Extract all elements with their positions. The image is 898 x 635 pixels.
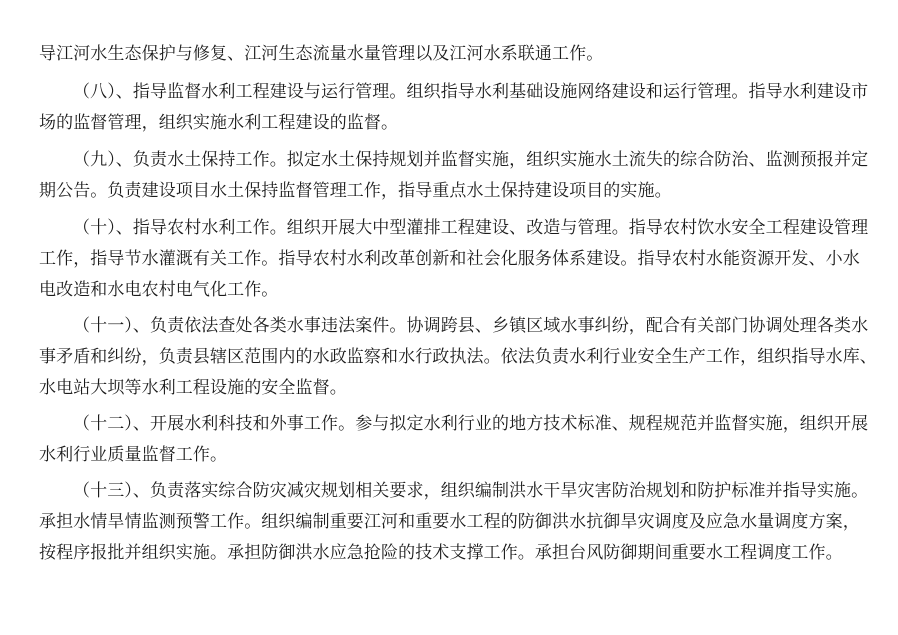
- paragraph-12-line-2: 水利行业质量监督工作。: [39, 445, 228, 465]
- paragraph-8-line-2: 场的监督管理，组织实施水利工程建设的监督。: [39, 113, 399, 133]
- paragraph-11-line-1: （十一）、负责依法查处各类水事违法案件。协调跨县、乡镇区域水事纠纷，配合有关部门协调处理各类水: [73, 316, 869, 336]
- paragraph-10-line-3: 电改造和水电农村电气化工作。: [39, 280, 279, 300]
- paragraph-8-line-1: （八）、指导监督水利工程建设与运行管理。组织指导水利基础设施网络建设和运行管理。指导水利建设市: [73, 82, 869, 102]
- paragraph-13-line-2: 承担水情旱情监测预警工作。组织编制重要江河和重要水工程的防御洪水抗御旱灾调度及应急水量调度方案，: [39, 512, 860, 532]
- paragraph-11-line-2: 事矛盾和纠纷，负责县辖区范围内的水政监察和水行政执法。依法负责水利行业安全生产工作，组织指导水库、: [39, 347, 877, 367]
- paragraph-13-line-1: （十三）、负责落实综合防灾减灾规划相关要求，组织编制洪水干旱灾害防治规划和防护标准并指导实施。: [73, 481, 869, 501]
- paragraph-11-line-3: 水电站大坝等水利工程设施的安全监督。: [39, 378, 347, 398]
- paragraph-9-line-2: 期公告。负责建设项目水土保持监督管理工作，指导重点水土保持建设项目的实施。: [39, 181, 672, 201]
- paragraph-9-line-1: （九）、负责水土保持工作。拟定水土保持规划并监督实施，组织实施水土流失的综合防治、监测预报并定: [73, 150, 869, 170]
- paragraph-12-line-1: （十二）、开展水利科技和外事工作。参与拟定水利行业的地方技术标准、规程规范并监督实施，组织开展: [73, 414, 869, 434]
- paragraph-13-line-3: 按程序报批并组织实施。承担防御洪水应急抢险的技术支撑工作。承担台风防御期间重要水工程调度工作。: [39, 543, 843, 563]
- paragraph-10-line-2: 工作，指导节水灌溉有关工作。指导农村水利改革创新和社会化服务体系建设。指导农村水能资源开发、小水: [39, 249, 860, 269]
- paragraph-10-line-1: （十）、指导农村水利工作。组织开展大中型灌排工程建设、改造与管理。指导农村饮水安全工程建设管理: [73, 218, 869, 238]
- text-line-1: 导江河水生态保护与修复、江河生态流量水量管理以及江河水系联通工作。: [39, 44, 604, 64]
